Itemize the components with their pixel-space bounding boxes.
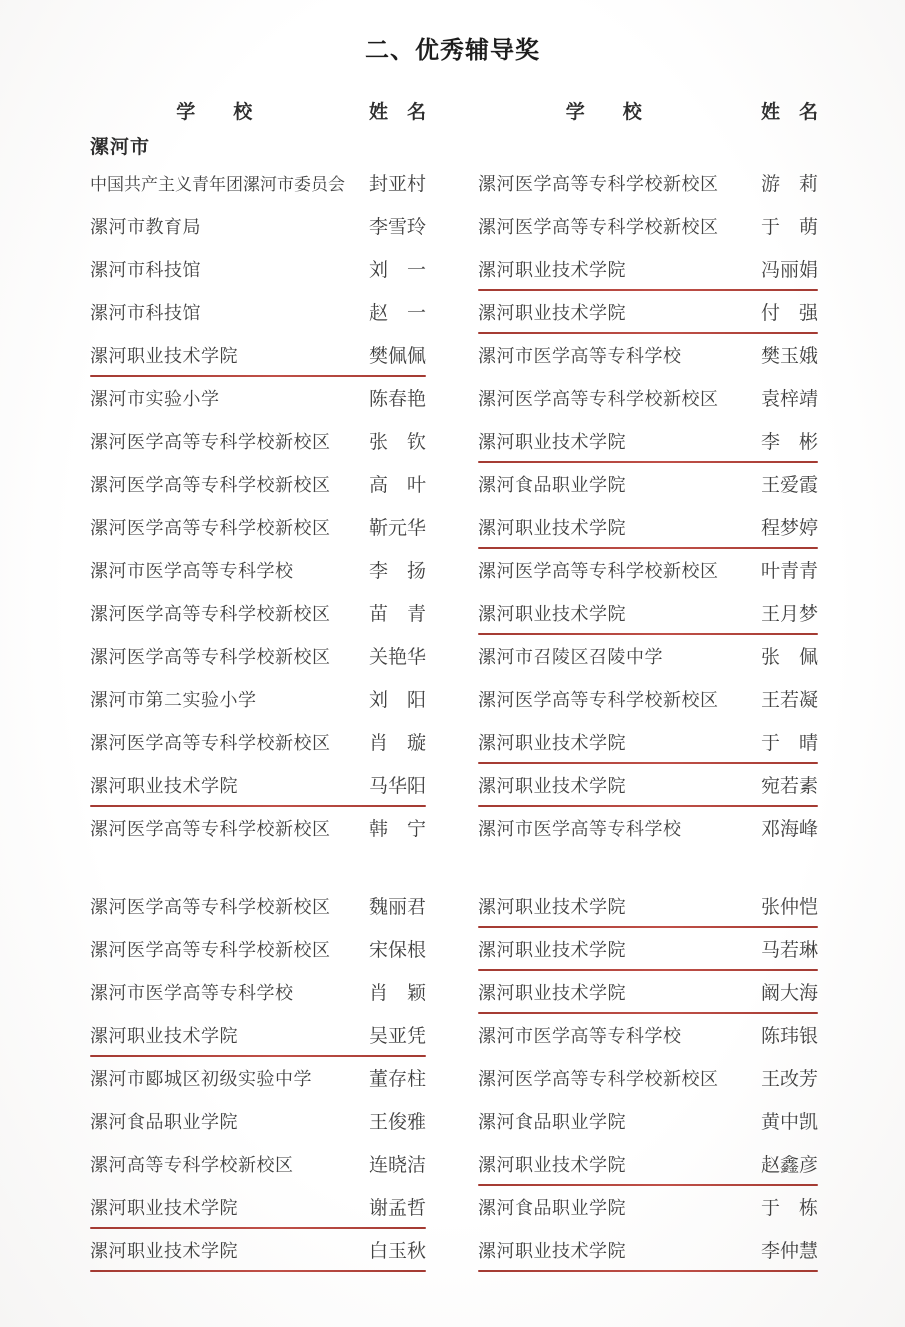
name-cell: 叶青青 (760, 561, 818, 582)
row-group (478, 886, 818, 1273)
school-cell: 漯河食品职业学院 (478, 475, 626, 495)
table-row (90, 1058, 426, 1101)
school-cell: 漯河职业技术学院 (90, 1026, 238, 1046)
table-row (90, 163, 426, 206)
table-row (90, 378, 426, 421)
school-cell: 漯河医学高等专科学校新校区 (90, 432, 331, 452)
name-cell: 宛若素 (760, 776, 818, 797)
school-cell: 漯河职业技术学院 (90, 1241, 238, 1261)
school-cell: 漯河市医学高等专科学校 (478, 819, 682, 839)
school-cell: 漯河职业技术学院 (90, 346, 238, 366)
table-row (90, 421, 426, 464)
table-row (90, 550, 426, 593)
table-row (90, 593, 426, 636)
school-cell: 中国共产主义青年团漯河市委员会 (90, 175, 345, 194)
table-row (90, 1015, 426, 1058)
name-cell: 樊玉娥 (760, 346, 818, 367)
school-cell: 漯河市实验小学 (90, 389, 220, 409)
table-row (90, 808, 426, 851)
school-cell: 漯河食品职业学院 (478, 1112, 626, 1132)
row-group (478, 163, 818, 851)
school-cell: 漯河市第二实验小学 (90, 690, 257, 710)
school-cell: 漯河职业技术学院 (478, 604, 626, 624)
name-cell: 王俊雅 (368, 1112, 426, 1133)
row-group (90, 163, 426, 851)
name-cell: 苗 青 (368, 604, 426, 625)
name-cell: 李 扬 (368, 561, 426, 582)
name-cell: 于 萌 (760, 217, 818, 238)
table-row (90, 249, 426, 292)
name-cell: 高 叶 (368, 475, 426, 496)
table-row (90, 886, 426, 929)
school-cell: 漯河职业技术学院 (478, 303, 626, 323)
right-column (478, 0, 818, 1327)
name-cell: 王爱霞 (760, 475, 818, 496)
name-cell: 赵 一 (368, 303, 426, 324)
school-cell: 漯河医学高等专科学校新校区 (90, 940, 331, 960)
school-cell: 漯河职业技术学院 (90, 1198, 238, 1218)
name-cell: 马华阳 (368, 776, 426, 797)
table-row (90, 335, 426, 378)
school-cell: 漯河职业技术学院 (478, 983, 626, 1003)
school-cell: 漯河医学高等专科学校新校区 (90, 647, 331, 667)
name-cell: 程梦婷 (760, 518, 818, 539)
table-row (478, 1015, 818, 1058)
name-cell: 陈春艳 (368, 389, 426, 410)
school-cell: 漯河职业技术学院 (478, 940, 626, 960)
name-cell: 于 晴 (760, 733, 818, 754)
name-cell: 黄中凯 (760, 1112, 818, 1133)
school-cell: 漯河市医学高等专科学校 (478, 346, 682, 366)
school-cell: 漯河市科技馆 (90, 260, 201, 280)
school-cell: 漯河高等专科学校新校区 (90, 1155, 294, 1175)
row-group (90, 886, 426, 1273)
school-cell: 漯河医学高等专科学校新校区 (90, 897, 331, 917)
name-cell: 袁梓靖 (760, 389, 818, 410)
table-row (478, 593, 818, 636)
school-cell: 漯河市教育局 (90, 217, 201, 237)
name-cell: 李雪玲 (368, 217, 426, 238)
table-row (478, 335, 818, 378)
region-heading: 漯河市 (90, 137, 151, 158)
table-row (478, 929, 818, 972)
table-row (478, 636, 818, 679)
school-cell: 漯河医学高等专科学校新校区 (478, 690, 719, 710)
page-title: 二、优秀辅导奖 (365, 37, 540, 64)
school-cell: 漯河职业技术学院 (478, 1241, 626, 1261)
name-cell: 张 佩 (760, 647, 818, 668)
school-column-header: 学 校 (176, 102, 253, 123)
school-cell: 漯河医学高等专科学校新校区 (478, 389, 719, 409)
table-row (478, 886, 818, 929)
school-cell: 漯河职业技术学院 (478, 776, 626, 796)
table-row (478, 550, 818, 593)
name-cell: 肖 颖 (368, 983, 426, 1004)
table-row (478, 1144, 818, 1187)
name-cell: 刘 一 (368, 260, 426, 281)
name-cell: 宋保根 (368, 940, 426, 961)
name-cell: 付 强 (760, 303, 818, 324)
school-column-header: 学 校 (565, 102, 642, 123)
name-cell: 白玉秋 (368, 1241, 426, 1262)
table-row (478, 1230, 818, 1273)
school-cell: 漯河市医学高等专科学校 (90, 983, 294, 1003)
school-cell: 漯河市医学高等专科学校 (90, 561, 294, 581)
name-cell: 邓海峰 (760, 819, 818, 840)
name-cell: 谢孟哲 (368, 1198, 426, 1219)
school-cell: 漯河职业技术学院 (478, 897, 626, 917)
school-cell: 漯河职业技术学院 (478, 518, 626, 538)
left-column (90, 0, 426, 1327)
table-row (478, 1101, 818, 1144)
school-cell: 漯河医学高等专科学校新校区 (478, 174, 719, 194)
school-cell: 漯河医学高等专科学校新校区 (478, 217, 719, 237)
table-row (90, 636, 426, 679)
table-row (90, 972, 426, 1015)
school-cell: 漯河市医学高等专科学校 (478, 1026, 682, 1046)
school-cell: 漯河食品职业学院 (478, 1198, 626, 1218)
name-cell: 李仲慧 (760, 1241, 818, 1262)
table-row (478, 507, 818, 550)
school-cell: 漯河职业技术学院 (478, 1155, 626, 1175)
school-cell: 漯河职业技术学院 (478, 733, 626, 753)
table-row (90, 722, 426, 765)
name-cell: 阚大海 (760, 983, 818, 1004)
name-cell: 樊佩佩 (368, 346, 426, 367)
name-cell: 董存柱 (368, 1069, 426, 1090)
name-cell: 王月梦 (760, 604, 818, 625)
name-column-header: 姓 名 (760, 102, 818, 123)
table-row (478, 249, 818, 292)
table-row (478, 163, 818, 206)
name-cell: 吴亚凭 (368, 1026, 426, 1047)
name-cell: 李 彬 (760, 432, 818, 453)
name-cell: 连晓洁 (368, 1155, 426, 1176)
school-cell: 漯河职业技术学院 (90, 776, 238, 796)
table-row (90, 1230, 426, 1273)
name-cell: 赵鑫彦 (760, 1155, 818, 1176)
table-row (90, 507, 426, 550)
school-cell: 漯河市郾城区初级实验中学 (90, 1069, 312, 1089)
name-cell: 刘 阳 (368, 690, 426, 711)
name-cell: 陈玮银 (760, 1026, 818, 1047)
table-row (90, 464, 426, 507)
table-row (478, 464, 818, 507)
column-header (478, 98, 818, 128)
table-row (478, 808, 818, 851)
table-row (478, 292, 818, 335)
name-cell: 马若琳 (760, 940, 818, 961)
table-row (90, 1144, 426, 1187)
school-cell: 漯河食品职业学院 (90, 1112, 238, 1132)
table-row (478, 206, 818, 249)
school-cell: 漯河医学高等专科学校新校区 (90, 819, 331, 839)
school-cell: 漯河市召陵区召陵中学 (478, 647, 663, 667)
table-row (478, 765, 818, 808)
table-row (90, 292, 426, 335)
table-row (90, 765, 426, 808)
name-cell: 韩 宁 (368, 819, 426, 840)
name-cell: 于 栋 (760, 1198, 818, 1219)
table-row (478, 378, 818, 421)
name-cell: 肖 璇 (368, 733, 426, 754)
name-cell: 封亚村 (368, 174, 426, 195)
table-row (478, 722, 818, 765)
name-cell: 张 钦 (368, 432, 426, 453)
table-row (90, 1187, 426, 1230)
school-cell: 漯河医学高等专科学校新校区 (90, 475, 331, 495)
name-cell: 张仲恺 (760, 897, 818, 918)
column-header (90, 98, 426, 128)
school-cell: 漯河医学高等专科学校新校区 (90, 733, 331, 753)
name-cell: 靳元华 (368, 518, 426, 539)
school-cell: 漯河职业技术学院 (478, 432, 626, 452)
name-cell: 游 莉 (760, 174, 818, 195)
name-cell: 王改芳 (760, 1069, 818, 1090)
school-cell: 漯河职业技术学院 (478, 260, 626, 280)
school-cell: 漯河医学高等专科学校新校区 (90, 518, 331, 538)
name-column-header: 姓 名 (368, 102, 426, 123)
table-row (478, 1187, 818, 1230)
table-row (478, 1058, 818, 1101)
school-cell: 漯河医学高等专科学校新校区 (478, 561, 719, 581)
table-row (478, 679, 818, 722)
table-row (478, 421, 818, 464)
table-row (478, 972, 818, 1015)
school-cell: 漯河医学高等专科学校新校区 (90, 604, 331, 624)
school-cell: 漯河市科技馆 (90, 303, 201, 323)
table-row (90, 1101, 426, 1144)
name-cell: 魏丽君 (368, 897, 426, 918)
school-cell: 漯河医学高等专科学校新校区 (478, 1069, 719, 1089)
table-row (90, 206, 426, 249)
name-cell: 关艳华 (368, 647, 426, 668)
name-cell: 王若凝 (760, 690, 818, 711)
table-row (90, 679, 426, 722)
name-cell: 冯丽娟 (760, 260, 818, 281)
table-row (90, 929, 426, 972)
